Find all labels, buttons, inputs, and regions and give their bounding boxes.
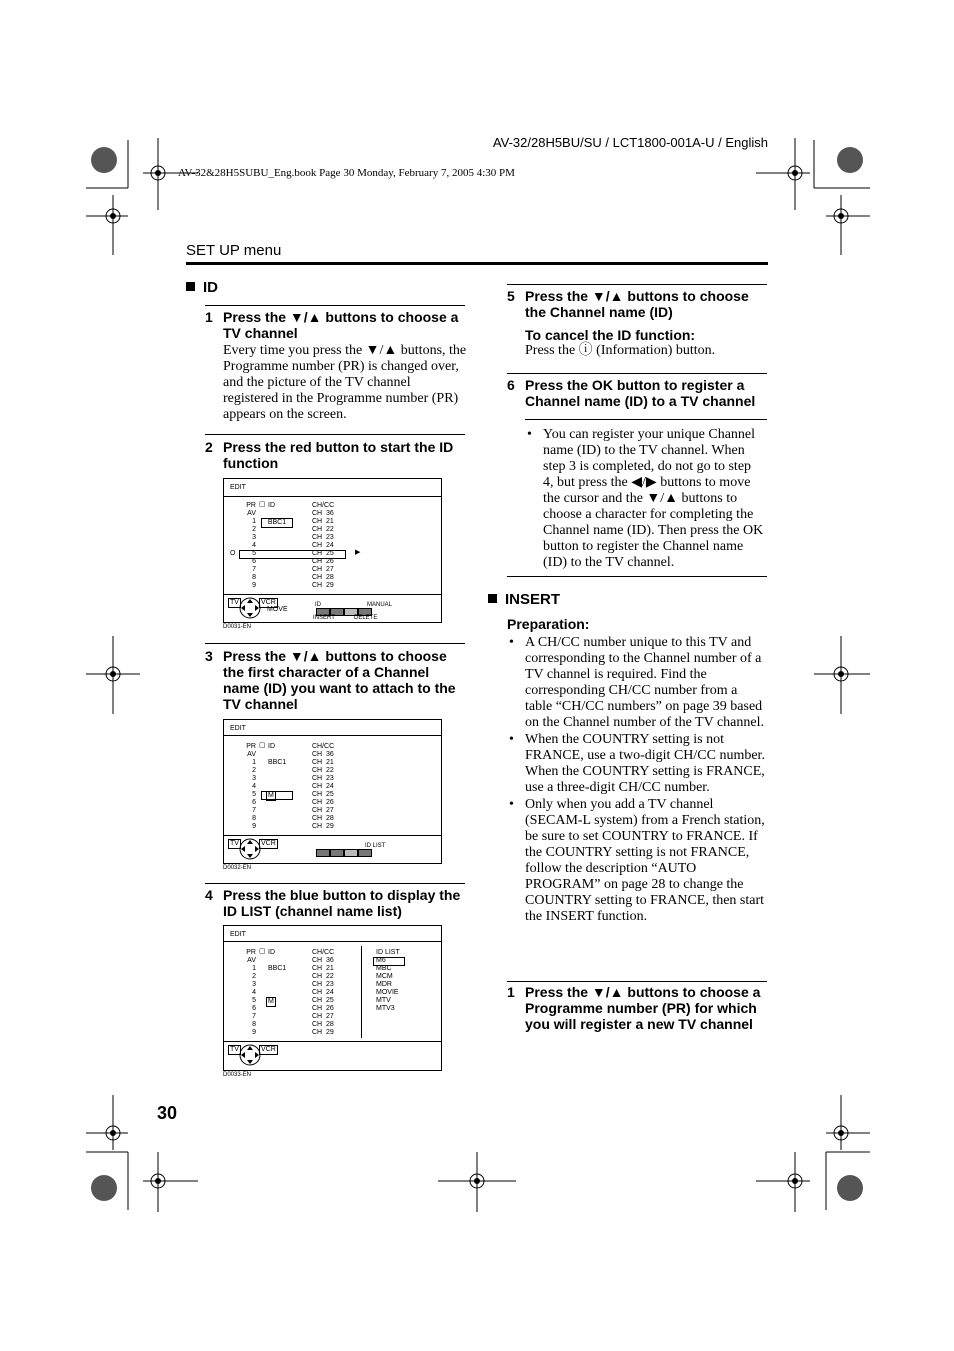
osd-id-list-column: ID LIST M6 MBC MCM MDR MOVIE MTV MTV3	[376, 949, 400, 1012]
osd-screen-edit-2	[223, 719, 442, 864]
osd-id-label: ID	[268, 743, 275, 750]
osd-dpad-icon	[239, 838, 261, 860]
insert-step-1: 1 Press the ▼/▲ buttons to choose a Programme number (PR) for which you will register a new TV channel	[507, 984, 761, 1032]
osd-tv-icon: TV	[230, 599, 239, 606]
osd-selection-cursor	[239, 550, 346, 559]
figure-code: D0032-EN	[223, 865, 252, 871]
preparation-title: Preparation:	[507, 616, 590, 632]
id-note-list	[525, 427, 765, 572]
cancel-title: To cancel the ID function:	[525, 327, 696, 343]
osd-screen-id-list	[223, 925, 442, 1071]
osd-vcr-icon: VCR	[261, 1046, 276, 1053]
id-step-5: 5 Press the ▼/▲ buttons to choose the Channel name (ID)	[507, 288, 749, 320]
osd-id-label: ID	[268, 949, 275, 956]
id-step-6: 6 Press the OK button to register a Channel name (ID) to a TV channel	[507, 377, 756, 409]
osd-bbc1: BBC1	[261, 518, 293, 528]
header-rule	[186, 262, 768, 265]
model-code: AV-32/28H5BU/SU / LCT1800-001A-U / English	[492, 135, 768, 150]
osd-delete-label: DELETE	[354, 615, 378, 621]
divider	[525, 419, 767, 420]
list-item: • When the COUNTRY setting is not FRANCE, use a two-digit CH/CC number. When the COUNTRY setting is FRANCE, use a three-digit CH/CC number.	[507, 732, 767, 796]
osd-m-cursor: M	[268, 998, 274, 1005]
osd-chcc-column: CH/CC CH 36 CH 21 CH 22 CH 23 CH 24 CH 25 CH 26 CH 27 CH 28 CH 29	[312, 949, 335, 1036]
osd-move-label: MOVE	[267, 606, 288, 613]
osd-dpad-icon	[239, 597, 261, 619]
book-line: AV-32&28H5SUBU_Eng.book Page 30 Monday, February 7, 2005 4:30 PM	[178, 167, 515, 179]
list-item: • Only when you add a TV channel (SECAM-L system) from a French station, be sure to set COUNTRY to FRANCE. If the COUNTRY setting is not FRANCE, follow the description “AUTO PROGRAM” on page 28 to change the COUNTRY setting to FRANCE, then start the INSERT function.	[507, 797, 767, 925]
id-step-3: 3 Press the ▼/▲ buttons to choose the first character of a Channel name (ID) you want to attach to the TV channel	[205, 648, 456, 712]
osd-pr-column: PR AV 1 2 3 4 5 6 7 8 9	[246, 502, 256, 589]
osd-manual-label: MANUAL	[367, 602, 393, 608]
divider	[205, 643, 465, 644]
divider	[205, 883, 465, 884]
osd-title: EDIT	[230, 484, 246, 491]
square-bullet-icon	[186, 282, 195, 291]
osd-list-cursor	[373, 957, 405, 966]
osd-chcc-column: CH/CC CH 36 CH 21 CH 22 CH 23 CH 24 CH 25 CH 26 CH 27 CH 28 CH 29	[312, 502, 335, 589]
figure-code: D0033-EN	[223, 1072, 252, 1078]
id-step-1-body: Every time you press the ▼/▲ buttons, the Programme number (PR) is changed over, and the picture of the TV channel registered in the Programme number (PR) appears on the screen.	[223, 343, 467, 422]
osd-dpad-icon	[239, 1044, 261, 1066]
divider	[205, 305, 465, 306]
osd-id-small: ID	[315, 602, 321, 608]
osd-id-list-label: ID LIST	[365, 843, 386, 849]
divider	[507, 284, 767, 285]
insert-heading: INSERT	[488, 591, 560, 608]
section-title: SET UP menu	[186, 242, 282, 259]
preparation-list	[507, 635, 767, 926]
osd-o-label: O	[230, 550, 236, 557]
divider	[205, 434, 465, 435]
osd-chcc-column: CH/CC CH 36 CH 21 CH 22 CH 23 CH 24 CH 25 CH 26 CH 27 CH 28 CH 29	[312, 743, 335, 830]
osd-list-divider	[361, 946, 362, 1038]
osd-tv-icon: TV	[230, 840, 239, 847]
divider	[507, 576, 767, 577]
id-step-4: 4 Press the blue button to display the ID LIST (channel name list)	[205, 887, 461, 919]
divider	[507, 981, 767, 982]
osd-tv-icon: TV	[230, 1046, 239, 1053]
id-step-1: 1 Press the ▼/▲ buttons to choose a TV channel	[205, 309, 459, 341]
page-number: 30	[157, 1103, 178, 1123]
id-heading: ID	[186, 279, 218, 296]
osd-pr-column: PR AV 1 2 3 4 5 6 7 8 9	[246, 743, 256, 830]
osd-id-label: ID	[268, 502, 275, 509]
lock-icon: ▢	[259, 742, 266, 749]
list-item: • You can register your unique Channel name (ID) to the TV channel. When step 3 is completed, do not go to step 4, but press the ◀/▶ buttons to move the cursor and the ▼/▲ buttons to choose a character for completing the Channel name (ID). Then press the OK button to register the Channel name (ID) to the TV channel.	[525, 427, 765, 571]
osd-vcr-icon: VCR	[261, 840, 276, 847]
osd-m-cursor: M	[268, 792, 274, 799]
osd-screen-edit-1	[223, 478, 442, 623]
osd-bbc1: BBC1	[268, 759, 287, 766]
osd-vcr-icon: VCR	[261, 599, 276, 606]
osd-title: EDIT	[230, 725, 246, 732]
osd-bbc1: BBC1	[268, 965, 287, 972]
list-item: • A CH/CC number unique to this TV and corresponding to the Channel number of a TV channel is required. Find the corresponding CH/CC number from a table “CH/CC numbers” on page 39 based on the Channel number of the TV channel.	[507, 635, 767, 731]
osd-title: EDIT	[230, 931, 246, 938]
osd-pr-column: PR AV 1 2 3 4 5 6 7 8 9	[246, 949, 256, 1036]
square-bullet-icon	[488, 594, 497, 603]
cancel-body: Press the ⓘ (Information) button.	[525, 343, 716, 358]
osd-insert-label: INSERT	[313, 615, 335, 621]
divider	[507, 373, 767, 374]
lock-icon: ▢	[259, 501, 266, 508]
figure-code: D0031-EN	[223, 624, 252, 630]
right-arrow-icon: ▶	[355, 549, 361, 556]
id-step-2: 2 Press the red button to start the ID function	[205, 439, 454, 471]
lock-icon: ▢	[259, 948, 266, 955]
